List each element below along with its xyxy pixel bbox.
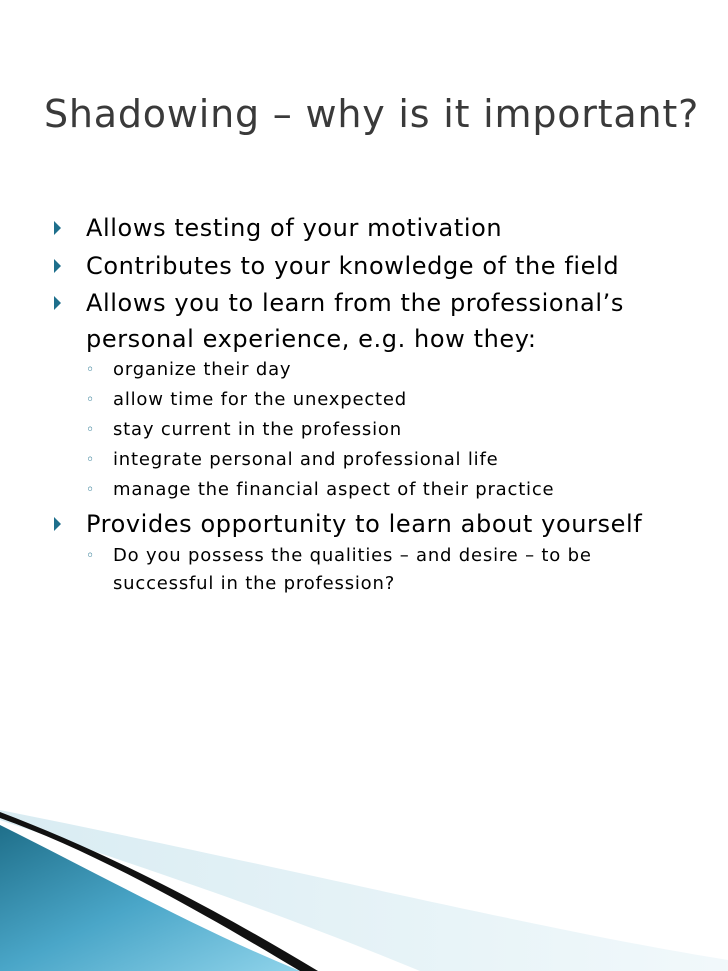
slide-title: Shadowing – why is it important? <box>44 92 700 136</box>
circle-bullet-icon: ◦ <box>86 482 96 498</box>
sub-bullet-text: integrate personal and professional life <box>113 449 499 470</box>
circle-bullet-icon: ◦ <box>86 422 96 438</box>
bullet-text: Allows you to learn from the professional’s personal experience, e.g. how they: <box>86 289 624 353</box>
bullet-text: Contributes to your knowledge of the field <box>86 252 620 280</box>
circle-bullet-icon: ◦ <box>86 548 96 564</box>
circle-bullet-icon: ◦ <box>86 392 96 408</box>
sub-bullet-text: manage the financial aspect of their practice <box>113 479 555 500</box>
bullet-text: Allows testing of your motivation <box>86 214 503 242</box>
circle-bullet-icon: ◦ <box>86 362 96 378</box>
circle-bullet-icon: ◦ <box>86 452 96 468</box>
sub-bullet-text: Do you possess the qualities – and desire – to be successful in the profession? <box>113 545 592 594</box>
sub-bullet-text: allow time for the unexpected <box>113 389 407 410</box>
bullet-text: Provides opportunity to learn about yourself <box>86 510 643 538</box>
sub-bullet-text: organize their day <box>113 359 292 380</box>
sub-bullet-text: stay current in the profession <box>113 419 402 440</box>
